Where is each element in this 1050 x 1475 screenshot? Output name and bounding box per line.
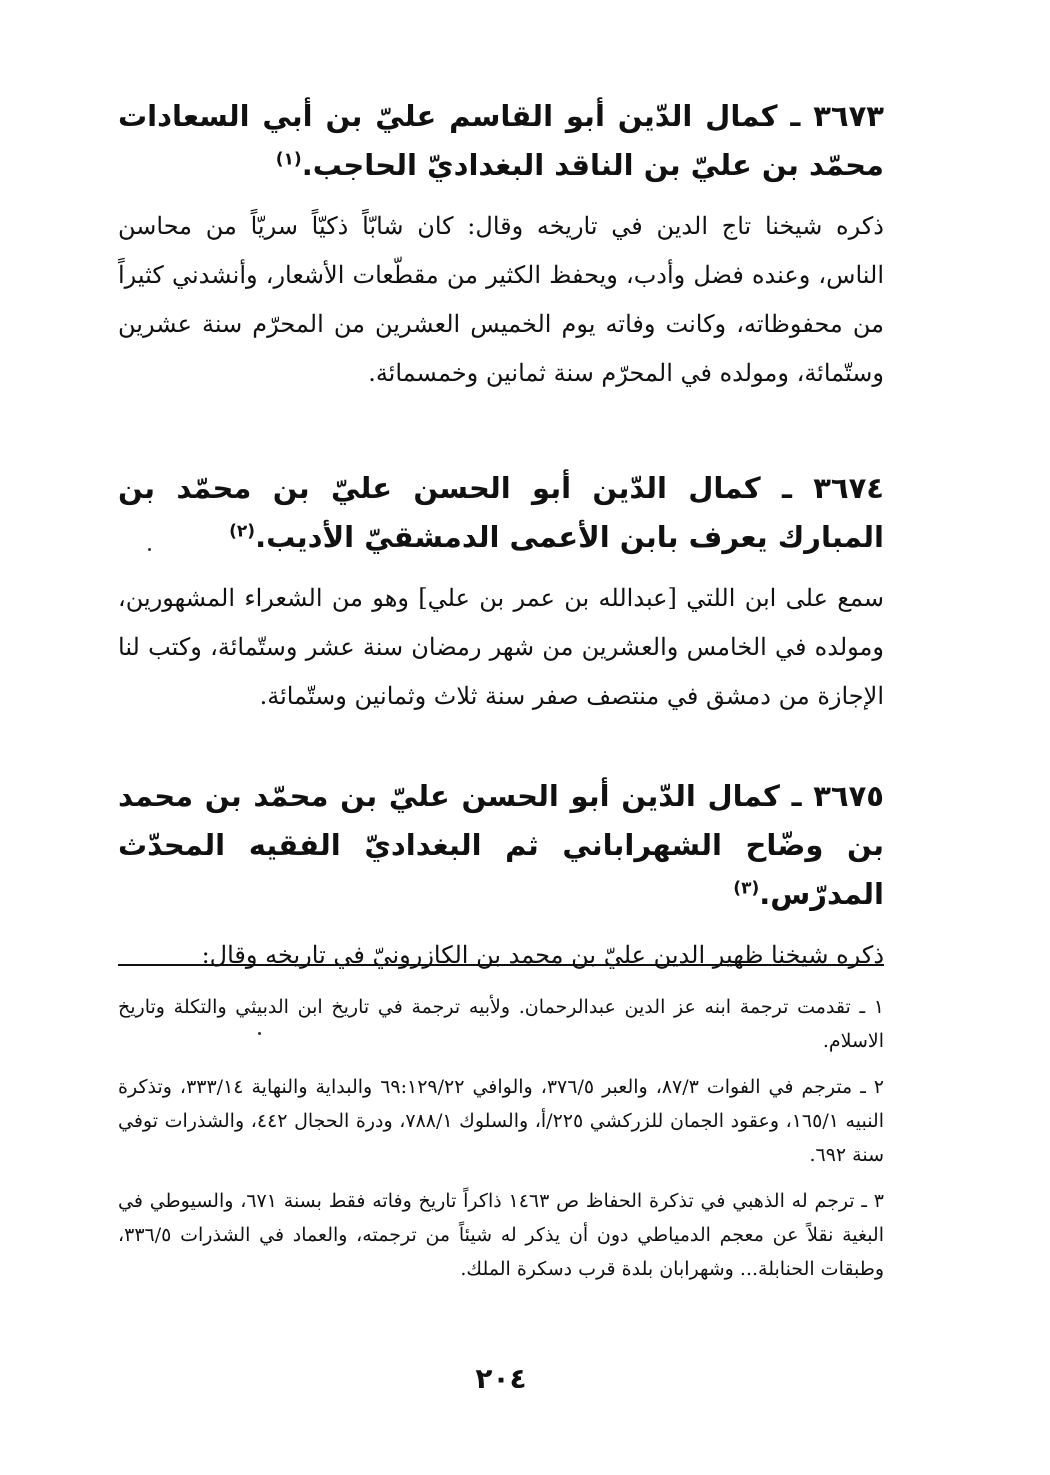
page-number: ٢٠٤ [475,1362,527,1395]
footnote: ١ ـ تقدمت ترجمة ابنه عز الدين عبدالرحمان. ولأبيه ترجمة في تاريخ ابن الدبيثي والتكلة وتاريخ الاسلام. [118,996,884,1052]
paper-speck [148,548,151,551]
entry-body: سمع على ابن اللتي [عبدالله بن عمر بن علي] وهو من الشعراء المشهورين، ومولده في الخامس والعشرين من شهر رمضان سنة عشر وستّمائة، وكتب لنا الإجازة من دمشق في منتصف صفر سنة ثلاث وثمانين وستّمائة. [118,584,884,710]
footnote: ٣ ـ ترجم له الذهبي في تذكرة الحفاظ ص ١٤٦٣ ذاكراً تاريخ وفاته فقط بسنة ٦٧١، والسيوطي في البغية نقلاً عن معجم الدمياطي دون أن يذكر له شيئاً من ترجمته، والعماد في الشذرات ٣٣٦/٥، وطبقات الحنابلة... وشهرابان بلدة قرب دسكرة الملك. [118,1190,884,1280]
footnote-reference[interactable]: (١) [275,149,302,170]
entry-title-text: ٣٦٧٥ ـ كمال الدّين أبو الحسن عليّ بن محمّد بن محمد بن وضّاح الشهراباني ثم البغداديّ الفقيه المحدّث المدرّس. [118,779,884,911]
footnote: ٢ ـ مترجم في الفوات ٨٧/٣، والعبر ٣٧٦/٥، والوافي ٦٩:١٢٩/٢٢ والبداية والنهاية ٣٣٣/١٤، وتذكرة النبيه ١٦٥/١، وعقود الجمان للزركشي ٢٢٥/أ، والسلوك ٧٨٨/١، ودرة الحجال ٤٤٢، والشذرات توفي سنة ٦٩٢. [118,1076,885,1166]
footnote-divider [118,964,884,966]
entry-title [118,464,884,562]
biography-entry [118,464,884,714]
book-page [118,92,884,1432]
biography-entry [118,92,884,392]
entry-body: ذكره شيخنا ظهير الدين عليّ بن محمد بن الكازرونيّ في تاريخه وقال: [201,941,884,969]
entry-title [118,92,884,190]
footnotes-section [118,990,884,1298]
footnote-reference[interactable]: (٣) [733,878,760,899]
paper-speck [258,1032,261,1035]
entry-title [118,772,884,919]
footnote-reference[interactable]: (٢) [229,521,256,542]
biography-entry [118,772,884,969]
entry-body: ذكره شيخنا تاج الدين في تاريخه وقال: كان شابّاً ذكيّاً سريّاً من محاسن الناس، وعنده فضل وأدب، ويحفظ الكثير من مقطّعات الأشعار، وأنشدني كثيراً من محفوظاته، وكانت وفاته يوم الخميس العشرين من المحرّم سنة عشرين وستّمائة، ومولده في المحرّم سنة ثمانين وخمسمائة. [118,212,884,387]
entry-title-text: ٣٦٧٣ ـ كمال الدّين أبو القاسم عليّ بن أبي السعادات محمّد بن عليّ بن الناقد البغداديّ الحاجب. [118,99,884,182]
entry-title-text: ٣٦٧٤ ـ كمال الدّين أبو الحسن عليّ بن محمّد بن المبارك يعرف بابن الأعمى الدمشقيّ الأديب. [118,471,884,554]
